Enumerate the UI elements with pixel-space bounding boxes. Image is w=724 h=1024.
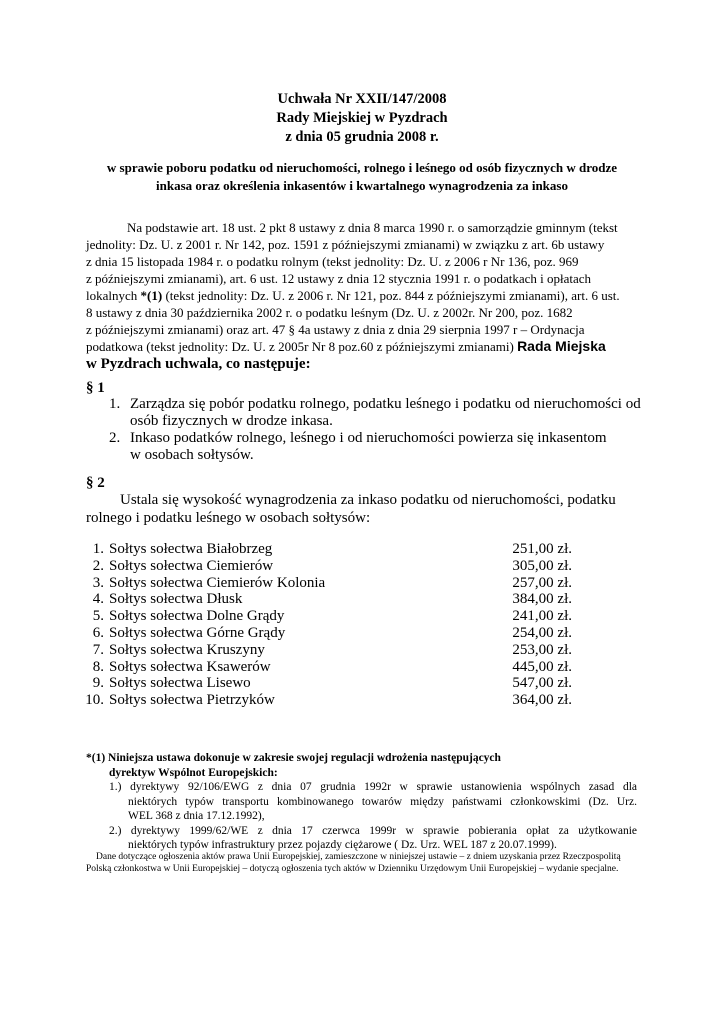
row-name: Sołtys sołectwa Kruszyny <box>109 641 265 658</box>
basis-line-3: z dnia 15 listopada 1984 r. o podatku rolnym (tekst jednolity: Dz. U. z 2006 r Nr 136, poz. 969 <box>86 254 579 269</box>
section-1-item-2-line-1: Inkaso podatków rolnego, leśnego i od nieruchomości powierza się inkasentom <box>130 430 607 446</box>
resolution-date: z dnia 05 grudnia 2008 r. <box>285 129 439 145</box>
row-number: 3. <box>92 574 104 591</box>
footnote-title-line-1: *(1) Niniejsza ustawa dokonuje w zakresie swojej regulacji wdrożenia następujących <box>86 752 501 764</box>
row-name: Sołtys sołectwa Górne Grądy <box>109 624 286 641</box>
row-number: 9. <box>92 675 104 692</box>
list-item <box>78 674 578 691</box>
row-number: 8. <box>92 658 104 675</box>
row-number: 5. <box>92 608 104 625</box>
section-2-heading: § 2 <box>86 475 105 491</box>
basis-line-8-text: podatkowa (tekst jednolity: Dz. U. z 2005r Nr 8 poz.60 z późniejszymi zmianami) <box>86 339 514 354</box>
row-amount: 305,00 zł. <box>512 557 572 574</box>
list-item <box>78 540 578 557</box>
section-1-item-1-line-1: Zarządza się pobór podatku rolnego, podatku leśnego i podatku od nieruchomości od <box>130 396 641 412</box>
section-1-item-2-number: 2. <box>109 430 121 446</box>
section-1-item-2-line-2: w osobach sołtysów. <box>130 447 254 463</box>
basis-line-1: Na podstawie art. 18 ust. 2 pkt 8 ustawy z dnia 8 marca 1990 r. o samorządzie gminnym (tekst <box>127 220 618 235</box>
row-name: Sołtys sołectwa Pietrzyków <box>109 692 275 709</box>
list-item <box>78 658 578 675</box>
council-name: Rady Miejskiej w Pyzdrach <box>276 110 448 126</box>
section-2-intro-line-1: Ustala się wysokość wynagrodzenia za inkaso podatku od nieruchomości, podatku <box>120 492 616 508</box>
basis-line-5 <box>86 287 620 304</box>
row-name: Sołtys sołectwa Ciemierów Kolonia <box>109 574 326 591</box>
subject-line-2: inkasa oraz określenia inkasentów i kwartalnego wynagrodzenia za inkaso <box>156 178 568 193</box>
row-amount: 384,00 zł. <box>512 591 572 608</box>
row-amount: 445,00 zł. <box>512 658 572 675</box>
footnote-note-line-2: Polską członkostwa w Unii Europejskiej – dotyczą ogłoszenia tych aktów w Dzienniku Urzędowym Unii Europejskiej – wydanie specjalne. <box>86 864 619 874</box>
basis-line-8 <box>86 338 606 355</box>
footnote-reference: *(1) <box>140 288 163 303</box>
row-name: Sołtys sołectwa Ksawerów <box>109 658 271 675</box>
section-1-item-1-line-2: osób fizycznych w drodze inkasa. <box>130 413 333 429</box>
list-item <box>78 641 578 658</box>
row-amount: 257,00 zł. <box>512 574 572 591</box>
list-item <box>78 557 578 574</box>
row-name: Sołtys sołectwa Lisewo <box>109 675 251 692</box>
footnote-item-1-line-3: WEL 368 z dnia 17.12.1992), <box>128 810 265 822</box>
basis-line-5-end: (tekst jednolity: Dz. U. z 2006 r. Nr 121, poz. 844 z późniejszymi zmianami), art. 6 ust. <box>165 288 620 303</box>
row-number: 2. <box>92 557 104 574</box>
fee-list <box>78 540 578 708</box>
row-number: 1. <box>92 541 104 557</box>
council-decision-start: Rada Miejska <box>517 338 606 354</box>
resolution-number: Uchwała Nr XXII/147/2008 <box>277 91 447 107</box>
section-2-intro-line-2: rolnego i podatku leśnego w osobach sołtysów: <box>86 510 371 526</box>
subject-line-1: w sprawie poboru podatku od nieruchomości, rolnego i leśnego od osób fizycznych w drodze <box>106 160 618 175</box>
row-amount: 251,00 zł. <box>512 541 572 557</box>
row-name: Sołtys sołectwa Ciemierów <box>109 557 274 574</box>
row-number: 7. <box>92 641 104 658</box>
footnote-title-line-2: dyrektyw Wspólnot Europejskich: <box>109 767 278 779</box>
basis-line-6: 8 ustawy z dnia 30 października 2002 r. o podatku leśnym (Dz. U. z 2002r. Nr 200, poz. 1682 <box>86 305 573 320</box>
footnote-note-line-1: Dane dotyczące ogłoszenia aktów prawa Unii Europejskiej, zamieszczone w niniejszej ustawie – z dniem uzyskania przez Rzeczpospolitą <box>96 852 621 862</box>
council-decision-end: w Pyzdrach uchwala, co następuje: <box>86 356 311 372</box>
row-number: 10. <box>85 692 104 709</box>
row-name: Sołtys sołectwa Dolne Grądy <box>109 608 285 625</box>
section-1-item-1-number: 1. <box>109 396 121 412</box>
list-item <box>78 607 578 624</box>
list-item <box>78 590 578 607</box>
basis-line-5-start: lokalnych <box>86 288 138 303</box>
row-amount: 241,00 zł. <box>512 608 572 625</box>
basis-line-2: jednolity: Dz. U. z 2001 r. Nr 142, poz. 1591 z późniejszymi zmianami) w związku z art. 6b ustawy <box>86 237 605 252</box>
row-amount: 364,00 zł. <box>512 692 572 709</box>
list-item <box>78 574 578 591</box>
section-1-heading: § 1 <box>86 380 105 396</box>
list-item <box>78 624 578 641</box>
footnote-item-2-line-2: niektórych typów infrastruktury przez pojazdy ciężarowe ( Dz. Urz. WEL 187 z 20.07.1999). <box>128 839 557 851</box>
basis-line-4: z późniejszymi zmianami), art. 6 ust. 12 ustawy z dnia 12 stycznia 1991 r. o podatkach i opłatach <box>86 271 592 286</box>
basis-line-7: z późniejszymi zmianami) oraz art. 47 § 4a ustawy z dnia z dnia 29 sierpnia 1997 r – Ordynacja <box>86 322 585 337</box>
row-amount: 253,00 zł. <box>512 641 572 658</box>
row-name: Sołtys sołectwa Dłusk <box>109 591 243 608</box>
row-amount: 547,00 zł. <box>512 675 572 692</box>
row-name: Sołtys sołectwa Białobrzeg <box>109 541 273 557</box>
footnote-item-2-line-1: 2.) dyrektywy 1999/62/WE z dnia 17 czerwca 1999r w sprawie pobierania opłat za użytkowanie <box>109 825 637 837</box>
row-number: 4. <box>92 591 104 608</box>
row-number: 6. <box>92 624 104 641</box>
list-item <box>78 691 578 708</box>
footnote-item-1-line-2: niektórych typów transportu kombinowanego towarów między państwami członkowskimi (Dz. Urz. <box>128 796 637 808</box>
row-amount: 254,00 zł. <box>512 624 572 641</box>
footnote-item-1-line-1: 1.) dyrektywy 92/106/EWG z dnia 07 grudnia 1992r w sprawie ustanowienia wspólnych zasad dla <box>109 781 637 793</box>
